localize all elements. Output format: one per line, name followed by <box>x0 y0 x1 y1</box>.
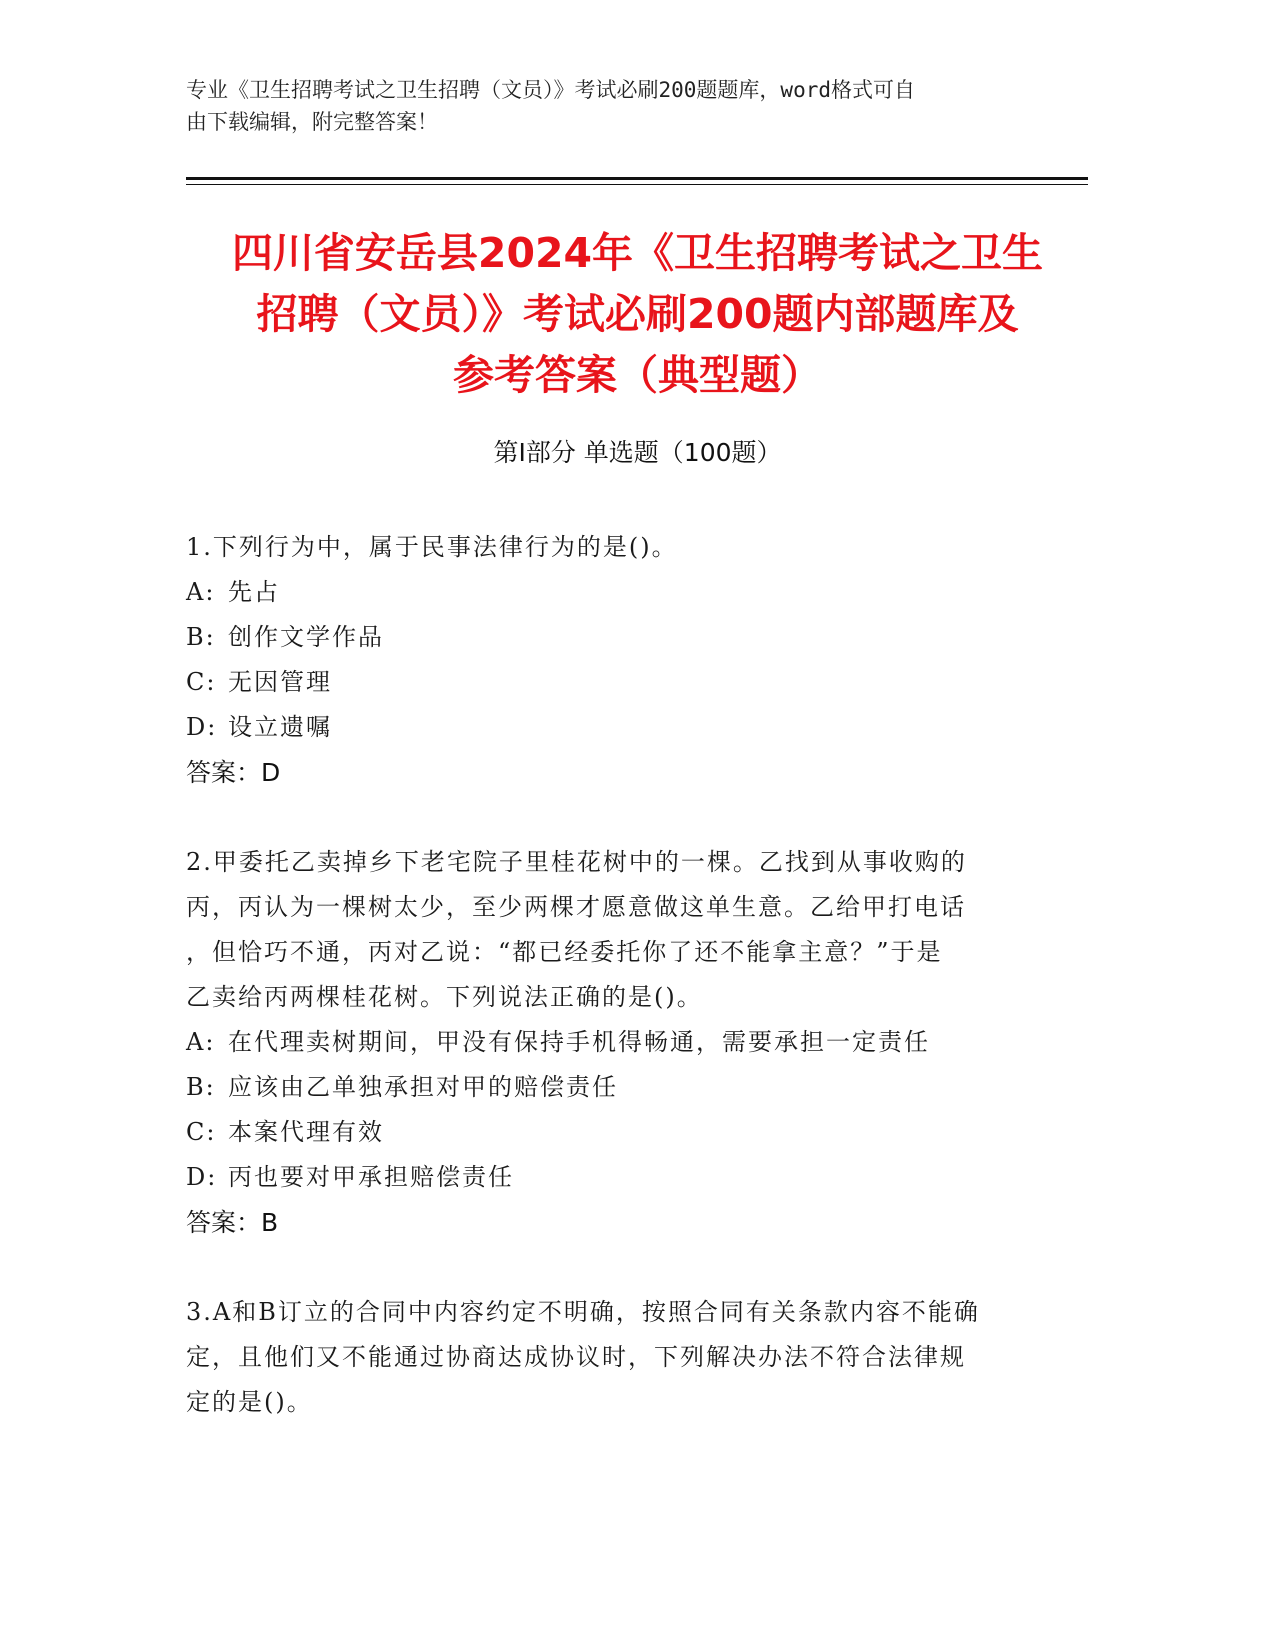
question-stem: 丙，丙认为一棵树太少，至少两棵才愿意做这单生意。乙给甲打电话 <box>186 893 966 921</box>
option-text: 本案代理有效 <box>228 1118 384 1146</box>
header-note-line: 专业《卫生招聘考试之卫生招聘（文员）》考试必刷200题题库，word格式可自 <box>186 78 915 102</box>
option-key: D: <box>186 1163 218 1191</box>
option-key: B: <box>186 623 216 651</box>
option-text: 丙也要对甲承担赔偿责任 <box>228 1163 514 1191</box>
option-key: D: <box>186 713 218 741</box>
option-key: A: <box>186 1028 216 1056</box>
option-d <box>186 1155 1086 1200</box>
question-list <box>186 525 1086 1425</box>
option-text: 创作文学作品 <box>228 623 384 651</box>
option-text: 应该由乙单独承担对甲的赔偿责任 <box>228 1073 618 1101</box>
option-a <box>186 1020 1086 1065</box>
option-key: C: <box>186 1118 217 1146</box>
option-text: 设立遗嘱 <box>228 713 332 741</box>
option-text: 先占 <box>228 578 280 606</box>
option-d <box>186 705 1086 750</box>
option-c <box>186 1110 1086 1155</box>
answer-line: 答案：D <box>186 758 281 787</box>
document-title-line: 招聘（文员）》考试必刷200题内部题库及 <box>256 290 1019 338</box>
option-a <box>186 570 1086 615</box>
option-key: B: <box>186 1073 216 1101</box>
header-note-line: 由下载编辑，附完整答案！ <box>186 110 438 134</box>
question-stem: 2.甲委托乙卖掉乡下老宅院子里桂花树中的一棵。乙找到从事收购的 <box>186 848 967 876</box>
question-stem: ，但恰巧不通，丙对乙说：“都已经委托你了还不能拿主意？”于是 <box>186 938 943 966</box>
option-b <box>186 1065 1086 1110</box>
option-key: C: <box>186 668 217 696</box>
question-stem: 1.下列行为中，属于民事法律行为的是()。 <box>186 533 678 561</box>
document-title <box>150 223 1125 406</box>
question-stem: 定，且他们又不能通过协商达成协议时，下列解决办法不符合法律规 <box>186 1343 966 1371</box>
question-stem: 乙卖给丙两棵桂花树。下列说法正确的是()。 <box>186 983 703 1011</box>
option-b <box>186 615 1086 660</box>
option-text: 在代理卖树期间，甲没有保持手机得畅通，需要承担一定责任 <box>228 1028 930 1056</box>
question-3 <box>186 1290 1086 1425</box>
header-rule-thick <box>186 177 1088 180</box>
header-note <box>186 74 1066 138</box>
option-c <box>186 660 1086 705</box>
header-rule-thin <box>186 184 1088 185</box>
option-key: A: <box>186 578 216 606</box>
question-stem: 定的是()。 <box>186 1388 313 1416</box>
question-1 <box>186 525 1086 795</box>
question-2 <box>186 840 1086 1245</box>
answer-line: 答案：B <box>186 1208 279 1237</box>
option-text: 无因管理 <box>228 668 332 696</box>
document-title-line: 参考答案（典型题） <box>453 351 822 399</box>
document-title-line: 四川省安岳县2024年《卫生招聘考试之卫生 <box>231 229 1044 277</box>
section-heading: 第Ⅰ部分 单选题（100题） <box>493 438 782 467</box>
question-stem: 3.A和B订立的合同中内容约定不明确，按照合同有关条款内容不能确 <box>186 1298 980 1326</box>
